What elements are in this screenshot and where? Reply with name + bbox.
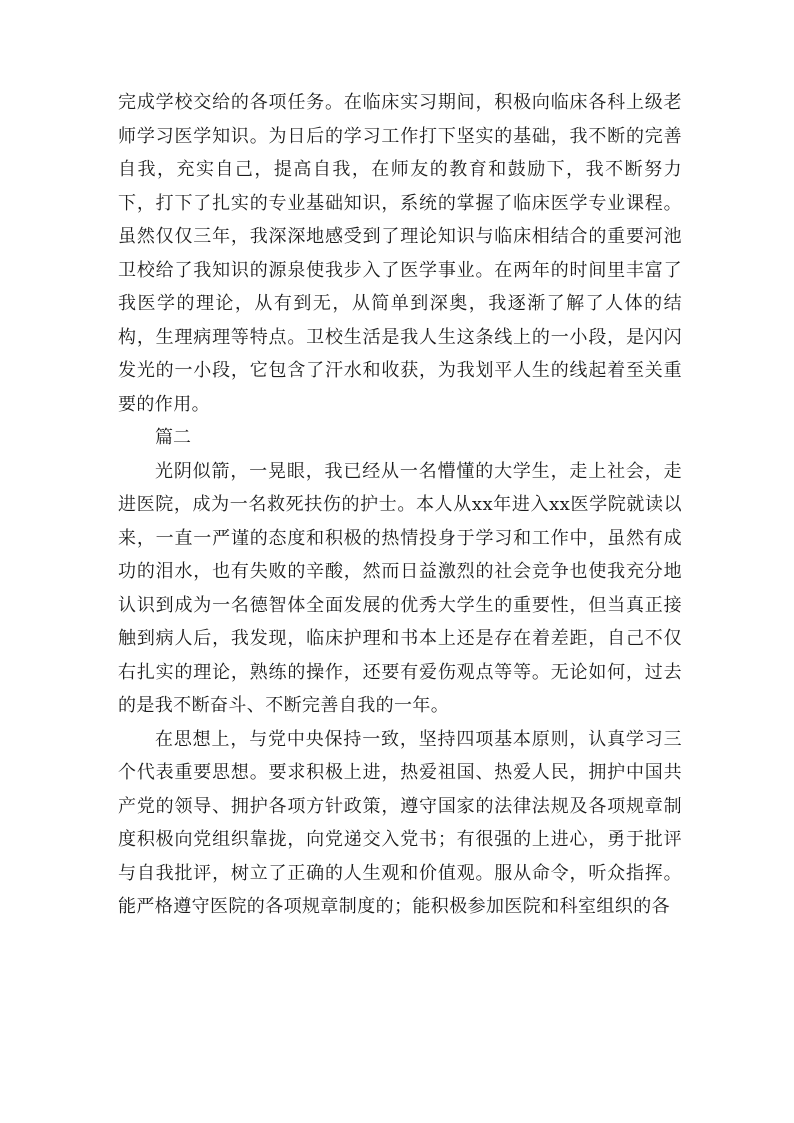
paragraph-ideology: 在思想上，与党中央保持一致，坚持四项基本原则，认真学习三个代表重要思想。要求积极上进，热爱祖国、热爱人民，拥护中国共产党的领导、拥护各项方针政策，遵守国家的法律法规及各项规章制度积极向党组织靠拢，向党递交入党书；有很强的上进心，勇于批评与自我批评，树立了正确的人生观和价值观。服从命令，听众指挥。能严格遵守医院的各项规章制度的；能积极参加医院和科室组织的各 [118, 728, 682, 917]
paragraph-intro: 光阴似箭，一晃眼，我已经从一名懵懂的大学生，走上社会，走进医院，成为一名救死扶伤的护士。本人从xx年进入xx医学院就读以来，一直一严谨的态度和积极的热情投身于学习和工作中，虽然有成功的泪水，也有失败的辛酸，然而日益激烈的社会竞争也使我充分地认识到成为一名德智体全面发展的优秀大学生的重要性，但当真正接触到病人后，我发现，临床护理和书本上还是存在着差距，自己不仅右扎实的理论，熟练的操作，还要有爱伤观点等等。无论如何，过去的是我不断奋斗、不断完善自我的一年。 [118, 460, 682, 716]
paragraph-continuation: 完成学校交给的各项任务。在临床实习期间，积极向临床各科上级老师学习医学知识。为日后的学习工作打下坚实的基础，我不断的完善自我，充实自己，提高自我，在师友的教育和鼓励下，我不断努力下，打下了扎实的专业基础知识，系统的掌握了临床医学专业课程。虽然仅仅三年，我深深地感受到了理论知识与临床相结合的重要河池卫校给了我知识的源泉使我步入了医学事业。在两年的时间里丰富了我医学的理论，从有到无，从简单到深奥，我逐渐了解了人体的结构，生理病理等特点。卫校生活是我人生这条线上的一小段，是闪闪发光的一小段，它包含了汗水和收获，为我划平人生的线起着至关重要的作用。 [118, 92, 682, 415]
document-page [118, 86, 682, 924]
section-heading: 篇二 [155, 427, 191, 448]
